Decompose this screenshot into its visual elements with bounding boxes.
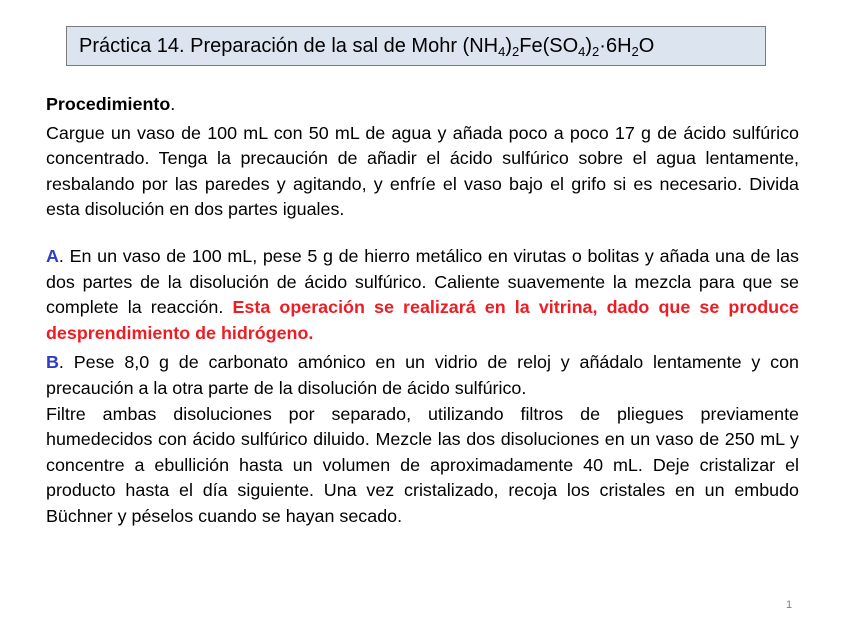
paragraph-spacer <box>46 223 799 244</box>
title-subscript: 4 <box>578 44 586 59</box>
title-text: ·6H <box>599 35 632 57</box>
step-b-paragraph <box>46 350 799 401</box>
title-text: O <box>638 35 655 57</box>
page-number: 1 <box>786 599 793 611</box>
title-text: Fe(SO <box>519 35 579 57</box>
title-text: ) <box>585 35 593 57</box>
title-subscript: 4 <box>498 44 506 59</box>
procedure-heading-text: Procedimiento <box>46 94 171 114</box>
final-paragraph: Filtre ambas disoluciones por separado, utilizando filtros de pliegues previamente humedecidos con ácido sulfúrico diluido. Mezcle las dos disoluciones en un vaso de 250 mL y concentre a ebullición hasta un volumen de aproximadamente 40 mL. Deje cristalizar el producto hasta el día siguiente. Una vez cristalizado, recoja los cristales en un embudo Büchner y péselos cuando se hayan secado. <box>46 403 799 526</box>
procedure-heading <box>46 92 799 118</box>
step-a-label: A <box>46 245 59 266</box>
intro-paragraph: Cargue un vaso de 100 mL con 50 mL de agua y añada poco a poco 17 g de ácido sulfúrico concentrado. Tenga la precaución de añadir el ácido sulfúrico sobre el agua lentamente, resbalando por las paredes y agitando, y enfríe el vaso bajo el grifo si es necesario. Divida esta disolución en dos partes iguales. <box>46 122 799 220</box>
title-text: Práctica 14. Preparación de la sal de Mohr (NH <box>79 35 499 57</box>
procedure-heading-suffix: . <box>170 94 176 114</box>
title-text: ) <box>505 35 512 57</box>
step-a-paragraph <box>46 244 799 346</box>
procedure-body <box>46 92 799 530</box>
step-b-label: B <box>46 352 59 373</box>
step-a-warning: Esta operación se realizará en la vitrina, dado que se produce desprendimiento de hidrógeno. <box>46 297 799 343</box>
title-subscript: 2 <box>631 44 639 59</box>
step-b-text: . Pese 8,0 g de carbonato amónico en un vidrio de reloj y añádalo lentamente y con precaución a la otra parte de la disolución de ácido sulfúrico. <box>46 352 799 398</box>
slide-title <box>66 26 766 66</box>
title-subscript: 2 <box>592 44 600 59</box>
step-a-text: . En un vaso de 100 mL, pese 5 g de hierro metálico en virutas o bolitas y añada una de las dos partes de la disolución de ácido sulfúrico. Caliente suavemente la mezcla para que se complete la reacción. <box>46 245 799 318</box>
title-subscript: 2 <box>512 44 520 59</box>
